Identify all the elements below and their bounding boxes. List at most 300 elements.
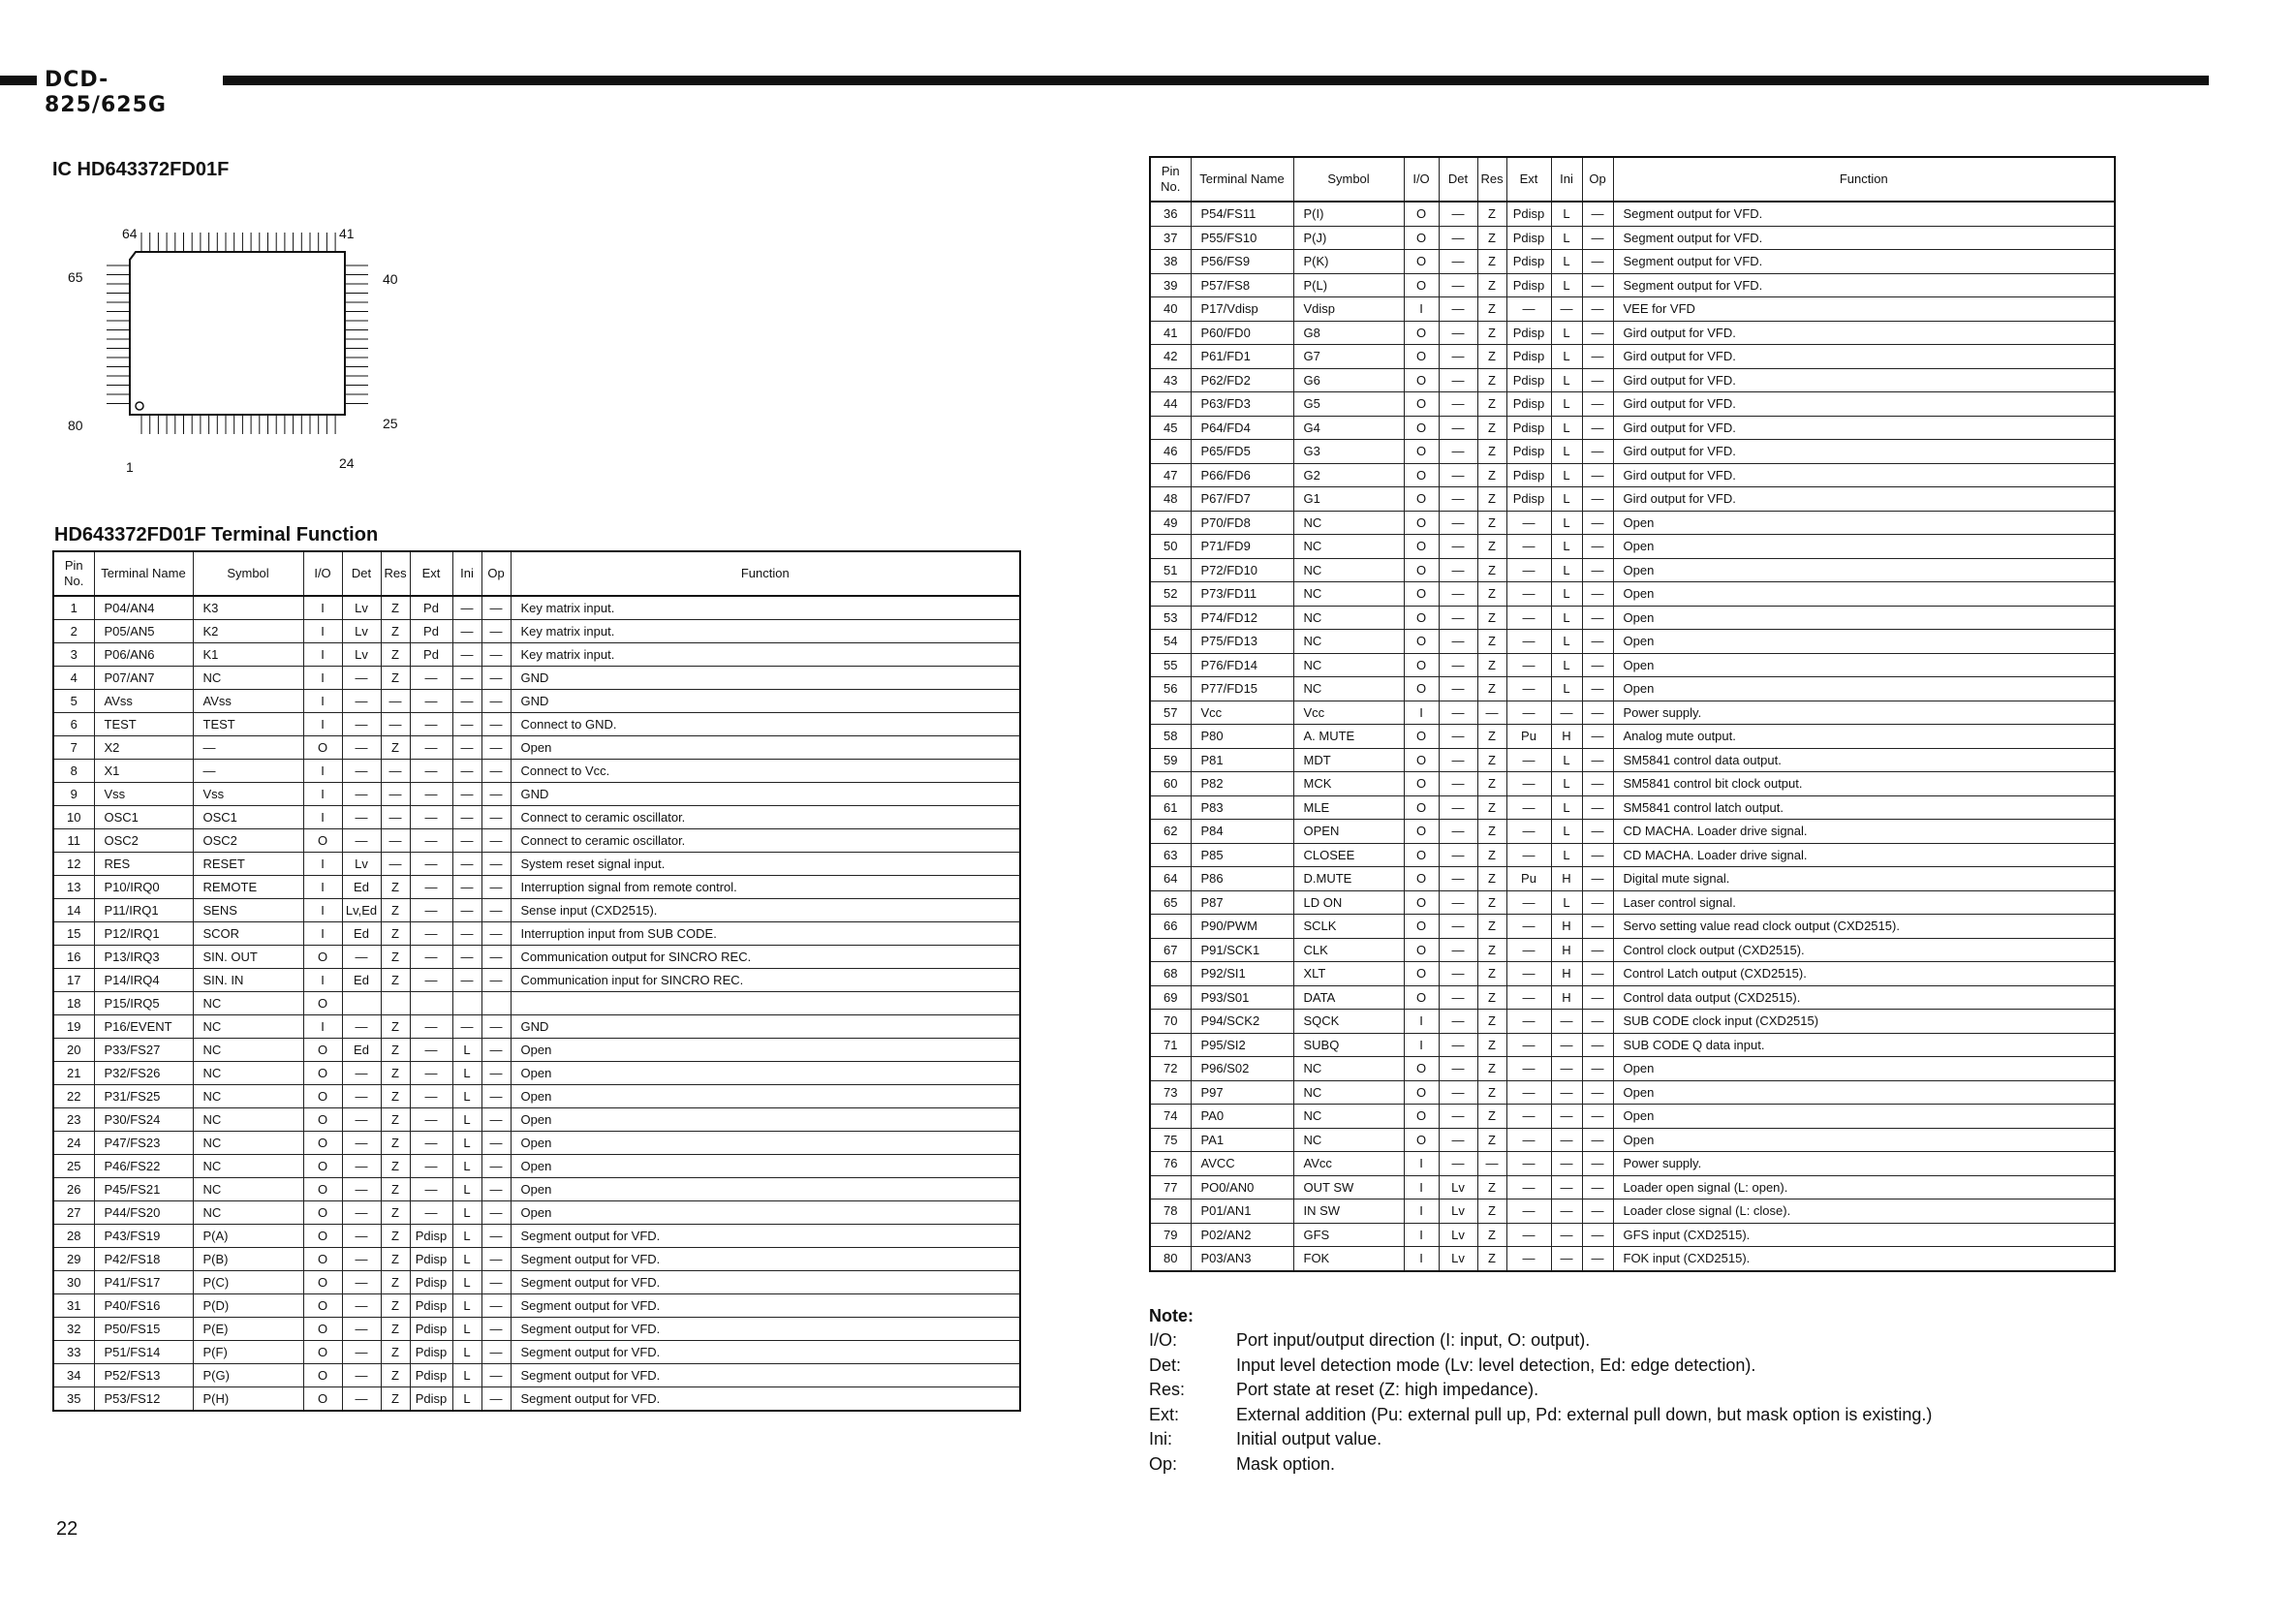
cell-op: — — [481, 853, 511, 876]
cell-op: — — [1582, 297, 1613, 322]
cell-ini: — — [1551, 1223, 1582, 1247]
cell-det: — — [342, 1132, 381, 1155]
cell-ext: — — [1506, 938, 1551, 962]
cell-det: — — [342, 1364, 381, 1387]
cell-pin-no: 16 — [53, 946, 94, 969]
cell-pin-no: 15 — [53, 922, 94, 946]
cell-op: — — [481, 1062, 511, 1085]
table-row — [1150, 843, 2115, 867]
cell-op: — — [481, 667, 511, 690]
cell-ext: Pdisp — [1506, 440, 1551, 464]
cell-ini: — — [452, 760, 481, 783]
cell-pin-no: 28 — [53, 1225, 94, 1248]
cell-det: — — [1439, 630, 1477, 654]
cell-io: O — [303, 1039, 342, 1062]
cell-pin-no: 26 — [53, 1178, 94, 1201]
cell-io: I — [1404, 1223, 1439, 1247]
cell-res: Z — [1477, 321, 1506, 345]
cell-pin-no: 21 — [53, 1062, 94, 1085]
cell-pin-no: 60 — [1150, 772, 1191, 796]
cell-op — [481, 992, 511, 1015]
cell-ext: — — [410, 713, 452, 736]
cell-ini: — — [1551, 1033, 1582, 1057]
cell-symbol: GFS — [1293, 1223, 1404, 1247]
cell-det: — — [342, 1015, 381, 1039]
cell-pin-no: 6 — [53, 713, 94, 736]
cell-res: Z — [1477, 962, 1506, 986]
cell-det: — — [1439, 820, 1477, 844]
table-row — [53, 829, 1020, 853]
cell-io: O — [1404, 820, 1439, 844]
cell-ext: Pdisp — [410, 1341, 452, 1364]
cell-det: Ed — [342, 1039, 381, 1062]
cell-ext: Pdisp — [410, 1271, 452, 1294]
col-pin-no: Pin No. — [53, 551, 94, 596]
cell-symbol: LD ON — [1293, 890, 1404, 915]
cell-ext: — — [1506, 1199, 1551, 1224]
cell-ini: — — [1551, 1199, 1582, 1224]
cell-terminal-name: P02/AN2 — [1191, 1223, 1293, 1247]
cell-io: O — [1404, 558, 1439, 582]
cell-res: Z — [1477, 653, 1506, 677]
col-function: Function — [1613, 157, 2115, 202]
cell-function: Loader open signal (L: open). — [1613, 1175, 2115, 1199]
cell-res: Z — [1477, 843, 1506, 867]
cell-det: — — [342, 1108, 381, 1132]
cell-ext: — — [410, 1155, 452, 1178]
note-text: Input level detection mode (Lv: level detection, Ed: edge detection). — [1236, 1355, 1756, 1375]
cell-terminal-name: P56/FS9 — [1191, 250, 1293, 274]
cell-ext: — — [410, 969, 452, 992]
cell-res: Z — [381, 1248, 410, 1271]
cell-ext: — — [1506, 795, 1551, 820]
cell-ini: L — [1551, 748, 1582, 772]
cell-symbol: P(G) — [193, 1364, 303, 1387]
cell-io: I — [303, 643, 342, 667]
cell-terminal-name: P86 — [1191, 867, 1293, 891]
cell-io: O — [1404, 273, 1439, 297]
table-row — [53, 1039, 1020, 1062]
cell-op: — — [1582, 1152, 1613, 1176]
cell-ext: — — [410, 736, 452, 760]
cell-ext: Pu — [1506, 867, 1551, 891]
cell-op: — — [1582, 677, 1613, 701]
table-row — [1150, 772, 2115, 796]
cell-res: Z — [1477, 677, 1506, 701]
cell-function: Segment output for VFD. — [1613, 226, 2115, 250]
cell-io: I — [1404, 1247, 1439, 1271]
cell-op: — — [1582, 1080, 1613, 1105]
table-row — [1150, 535, 2115, 559]
cell-op: — — [481, 969, 511, 992]
table-row — [1150, 273, 2115, 297]
cell-op: — — [481, 1364, 511, 1387]
cell-function: GND — [511, 667, 1020, 690]
table-row — [53, 1341, 1020, 1364]
cell-symbol: NC — [1293, 1105, 1404, 1129]
cell-det: — — [1439, 321, 1477, 345]
cell-function — [511, 992, 1020, 1015]
cell-io: O — [303, 829, 342, 853]
cell-symbol: TEST — [193, 713, 303, 736]
cell-op: — — [1582, 748, 1613, 772]
cell-function: Gird output for VFD. — [1613, 463, 2115, 487]
cell-terminal-name: P46/FS22 — [94, 1155, 193, 1178]
table-row — [53, 1155, 1020, 1178]
cell-ext: Pdisp — [1506, 392, 1551, 417]
cell-ini: L — [1551, 630, 1582, 654]
cell-res: — — [381, 690, 410, 713]
cell-op: — — [1582, 1223, 1613, 1247]
cell-res: Z — [381, 922, 410, 946]
cell-io: O — [1404, 630, 1439, 654]
cell-symbol: OSC1 — [193, 806, 303, 829]
cell-res: Z — [381, 620, 410, 643]
cell-ext: Pd — [410, 643, 452, 667]
pin-label-24: 24 — [339, 455, 355, 471]
cell-res: Z — [1477, 1105, 1506, 1129]
cell-io: O — [303, 736, 342, 760]
cell-io: O — [303, 1155, 342, 1178]
cell-op: — — [481, 736, 511, 760]
cell-ini: L — [452, 1294, 481, 1318]
cell-function: Segment output for VFD. — [511, 1225, 1020, 1248]
cell-op: — — [1582, 867, 1613, 891]
cell-terminal-name: P11/IRQ1 — [94, 899, 193, 922]
cell-symbol: OUT SW — [1293, 1175, 1404, 1199]
cell-det: — — [1439, 487, 1477, 512]
cell-ext: Pdisp — [410, 1225, 452, 1248]
cell-res: Z — [1477, 938, 1506, 962]
col-io: I/O — [1404, 157, 1439, 202]
table-row — [53, 1015, 1020, 1039]
cell-symbol: NC — [193, 1108, 303, 1132]
cell-function: Digital mute signal. — [1613, 867, 2115, 891]
cell-pin-no: 3 — [53, 643, 94, 667]
cell-det: — — [342, 1225, 381, 1248]
cell-terminal-name: P40/FS16 — [94, 1294, 193, 1318]
cell-io: O — [1404, 226, 1439, 250]
cell-terminal-name: P73/FD11 — [1191, 582, 1293, 607]
cell-symbol: NC — [1293, 511, 1404, 535]
cell-ext: — — [1506, 1080, 1551, 1105]
cell-det: — — [1439, 606, 1477, 630]
table-row — [1150, 890, 2115, 915]
cell-res: — — [1477, 701, 1506, 725]
cell-res: Z — [1477, 463, 1506, 487]
table-row — [1150, 511, 2115, 535]
cell-function: System reset signal input. — [511, 853, 1020, 876]
cell-res: Z — [1477, 630, 1506, 654]
cell-io: O — [1404, 985, 1439, 1010]
cell-pin-no: 52 — [1150, 582, 1191, 607]
cell-terminal-name: P16/EVENT — [94, 1015, 193, 1039]
cell-op: — — [1582, 1057, 1613, 1081]
cell-pin-no: 27 — [53, 1201, 94, 1225]
cell-symbol: Vcc — [1293, 701, 1404, 725]
cell-det: — — [342, 667, 381, 690]
cell-function: Power supply. — [1613, 701, 2115, 725]
table-row — [53, 690, 1020, 713]
cell-symbol: MLE — [1293, 795, 1404, 820]
cell-pin-no: 79 — [1150, 1223, 1191, 1247]
cell-ini: L — [1551, 653, 1582, 677]
cell-res: Z — [1477, 273, 1506, 297]
cell-function: Gird output for VFD. — [1613, 368, 2115, 392]
cell-ext: — — [410, 876, 452, 899]
cell-function: FOK input (CXD2515). — [1613, 1247, 2115, 1271]
cell-ini: L — [452, 1387, 481, 1412]
cell-symbol: NC — [1293, 653, 1404, 677]
cell-det: — — [1439, 890, 1477, 915]
table-row — [53, 713, 1020, 736]
cell-res: Z — [381, 1015, 410, 1039]
cell-pin-no: 54 — [1150, 630, 1191, 654]
table-row — [1150, 795, 2115, 820]
cell-ext: Pdisp — [410, 1387, 452, 1412]
cell-function: Open — [1613, 677, 2115, 701]
cell-res: Z — [381, 1155, 410, 1178]
cell-det: — — [342, 1387, 381, 1412]
cell-res: Z — [381, 1132, 410, 1155]
cell-ini: — — [452, 899, 481, 922]
cell-pin-no: 7 — [53, 736, 94, 760]
cell-terminal-name: P83 — [1191, 795, 1293, 820]
cell-det: — — [1439, 535, 1477, 559]
cell-op: — — [1582, 938, 1613, 962]
cell-pin-no: 74 — [1150, 1105, 1191, 1129]
cell-function: Open — [511, 1201, 1020, 1225]
cell-symbol: Vss — [193, 783, 303, 806]
cell-io: I — [303, 620, 342, 643]
cell-ext: — — [410, 899, 452, 922]
cell-ini: L — [452, 1132, 481, 1155]
cell-ini: L — [1551, 795, 1582, 820]
table-row — [1150, 321, 2115, 345]
cell-op: — — [1582, 795, 1613, 820]
cell-pin-no: 43 — [1150, 368, 1191, 392]
table-row — [53, 1248, 1020, 1271]
cell-op: — — [481, 1294, 511, 1318]
cell-io: O — [1404, 440, 1439, 464]
cell-io: O — [1404, 535, 1439, 559]
cell-ini: — — [1551, 1057, 1582, 1081]
table-row — [53, 760, 1020, 783]
cell-pin-no: 19 — [53, 1015, 94, 1039]
cell-function: SM5841 control latch output. — [1613, 795, 2115, 820]
cell-res: Z — [381, 969, 410, 992]
cell-res: Z — [1477, 297, 1506, 322]
cell-ini: L — [1551, 345, 1582, 369]
pin-label-41: 41 — [339, 226, 355, 241]
cell-io: O — [1404, 1057, 1439, 1081]
cell-ini: L — [1551, 226, 1582, 250]
cell-ext: Pdisp — [1506, 487, 1551, 512]
table-row — [1150, 1033, 2115, 1057]
cell-function: GND — [511, 690, 1020, 713]
cell-function: Open — [511, 736, 1020, 760]
cell-terminal-name: P14/IRQ4 — [94, 969, 193, 992]
cell-symbol: K2 — [193, 620, 303, 643]
cell-function: Control Latch output (CXD2515). — [1613, 962, 2115, 986]
cell-function: GFS input (CXD2515). — [1613, 1223, 2115, 1247]
cell-ext: — — [410, 690, 452, 713]
cell-op: — — [1582, 368, 1613, 392]
cell-pin-no: 77 — [1150, 1175, 1191, 1199]
cell-ini: L — [452, 1062, 481, 1085]
cell-pin-no: 22 — [53, 1085, 94, 1108]
cell-ini: L — [452, 1155, 481, 1178]
table-row — [53, 1062, 1020, 1085]
table-row — [1150, 202, 2115, 226]
cell-ext: — — [1506, 558, 1551, 582]
qfp-chip-icon — [58, 221, 407, 463]
table-row — [53, 992, 1020, 1015]
table-row — [53, 1318, 1020, 1341]
cell-ini: — — [452, 806, 481, 829]
cell-symbol: P(F) — [193, 1341, 303, 1364]
cell-ext: — — [410, 829, 452, 853]
cell-function: Open — [511, 1178, 1020, 1201]
cell-ini: — — [1551, 1080, 1582, 1105]
cell-res: Z — [381, 643, 410, 667]
cell-det: — — [1439, 297, 1477, 322]
cell-ini: — — [452, 1015, 481, 1039]
cell-res: Z — [1477, 606, 1506, 630]
cell-det: Ed — [342, 969, 381, 992]
cell-pin-no: 18 — [53, 992, 94, 1015]
cell-symbol: NC — [1293, 1057, 1404, 1081]
cell-res: Z — [381, 1062, 410, 1085]
cell-ext: Pd — [410, 596, 452, 620]
table-row — [53, 620, 1020, 643]
cell-pin-no: 58 — [1150, 725, 1191, 749]
cell-ext: — — [1506, 985, 1551, 1010]
note-text: Initial output value. — [1236, 1429, 1382, 1449]
cell-ini: H — [1551, 962, 1582, 986]
cell-ext: — — [410, 1039, 452, 1062]
cell-symbol: NC — [1293, 677, 1404, 701]
cell-ext: — — [1506, 1033, 1551, 1057]
cell-res: Z — [1477, 345, 1506, 369]
cell-pin-no: 78 — [1150, 1199, 1191, 1224]
cell-symbol: NC — [1293, 1080, 1404, 1105]
cell-io: I — [303, 596, 342, 620]
cell-ext: Pdisp — [410, 1318, 452, 1341]
cell-ext: Pdisp — [1506, 368, 1551, 392]
cell-ini: L — [452, 1248, 481, 1271]
cell-res: Z — [1477, 368, 1506, 392]
table-row — [53, 667, 1020, 690]
col-terminal-name: Terminal Name — [94, 551, 193, 596]
cell-op: — — [1582, 630, 1613, 654]
cell-det: — — [1439, 653, 1477, 677]
table-row — [1150, 392, 2115, 417]
cell-op: — — [481, 1271, 511, 1294]
cell-terminal-name: P43/FS19 — [94, 1225, 193, 1248]
cell-op: — — [1582, 345, 1613, 369]
cell-res: Z — [1477, 250, 1506, 274]
cell-op: — — [481, 1225, 511, 1248]
cell-terminal-name: P62/FD2 — [1191, 368, 1293, 392]
cell-op: — — [481, 876, 511, 899]
cell-op: — — [1582, 226, 1613, 250]
cell-function: Segment output for VFD. — [511, 1387, 1020, 1412]
note-key: Res: — [1149, 1380, 1186, 1399]
col-ini: Ini — [1551, 157, 1582, 202]
cell-function: Open — [511, 1108, 1020, 1132]
cell-io: O — [1404, 890, 1439, 915]
cell-ini: L — [1551, 463, 1582, 487]
cell-res: Z — [381, 1271, 410, 1294]
cell-det: — — [342, 690, 381, 713]
cell-ini: — — [452, 969, 481, 992]
table-row — [1150, 938, 2115, 962]
cell-res: Z — [1477, 725, 1506, 749]
pin-label-25: 25 — [383, 416, 398, 431]
cell-pin-no: 41 — [1150, 321, 1191, 345]
cell-ext: Pd — [410, 620, 452, 643]
cell-pin-no: 2 — [53, 620, 94, 643]
cell-io: I — [1404, 297, 1439, 322]
col-det: Det — [1439, 157, 1477, 202]
cell-io: I — [303, 667, 342, 690]
cell-det: — — [342, 1294, 381, 1318]
cell-function: Segment output for VFD. — [1613, 250, 2115, 274]
cell-symbol: — — [193, 760, 303, 783]
cell-ini: L — [1551, 558, 1582, 582]
cell-res: — — [381, 829, 410, 853]
cell-res: Z — [1477, 748, 1506, 772]
cell-function: Open — [1613, 1057, 2115, 1081]
cell-io: O — [1404, 843, 1439, 867]
cell-op: — — [1582, 250, 1613, 274]
cell-op: — — [1582, 511, 1613, 535]
cell-symbol: NC — [193, 1085, 303, 1108]
table-row — [1150, 701, 2115, 725]
cell-symbol: MCK — [1293, 772, 1404, 796]
cell-ext: — — [410, 1132, 452, 1155]
cell-pin-no: 13 — [53, 876, 94, 899]
cell-ext: — — [1506, 606, 1551, 630]
cell-ext: — — [410, 1108, 452, 1132]
cell-op: — — [1582, 416, 1613, 440]
cell-terminal-name: P13/IRQ3 — [94, 946, 193, 969]
cell-pin-no: 33 — [53, 1341, 94, 1364]
col-res: Res — [1477, 157, 1506, 202]
cell-io: O — [1404, 511, 1439, 535]
table-row — [53, 806, 1020, 829]
cell-pin-no: 46 — [1150, 440, 1191, 464]
table-row — [1150, 653, 2115, 677]
cell-io: O — [303, 1201, 342, 1225]
cell-ini: L — [1551, 487, 1582, 512]
cell-det: Lv — [1439, 1199, 1477, 1224]
cell-det: — — [1439, 985, 1477, 1010]
note-item — [1149, 1427, 2118, 1452]
cell-op: — — [1582, 440, 1613, 464]
cell-ext: — — [410, 1062, 452, 1085]
cell-symbol: P(I) — [1293, 202, 1404, 226]
cell-ext: — — [1506, 820, 1551, 844]
table-row — [1150, 1175, 2115, 1199]
cell-symbol: NC — [1293, 606, 1404, 630]
table-row — [1150, 1247, 2115, 1271]
cell-terminal-name: AVss — [94, 690, 193, 713]
cell-function: Open — [511, 1039, 1020, 1062]
cell-res: — — [381, 806, 410, 829]
cell-function: CD MACHA. Loader drive signal. — [1613, 843, 2115, 867]
